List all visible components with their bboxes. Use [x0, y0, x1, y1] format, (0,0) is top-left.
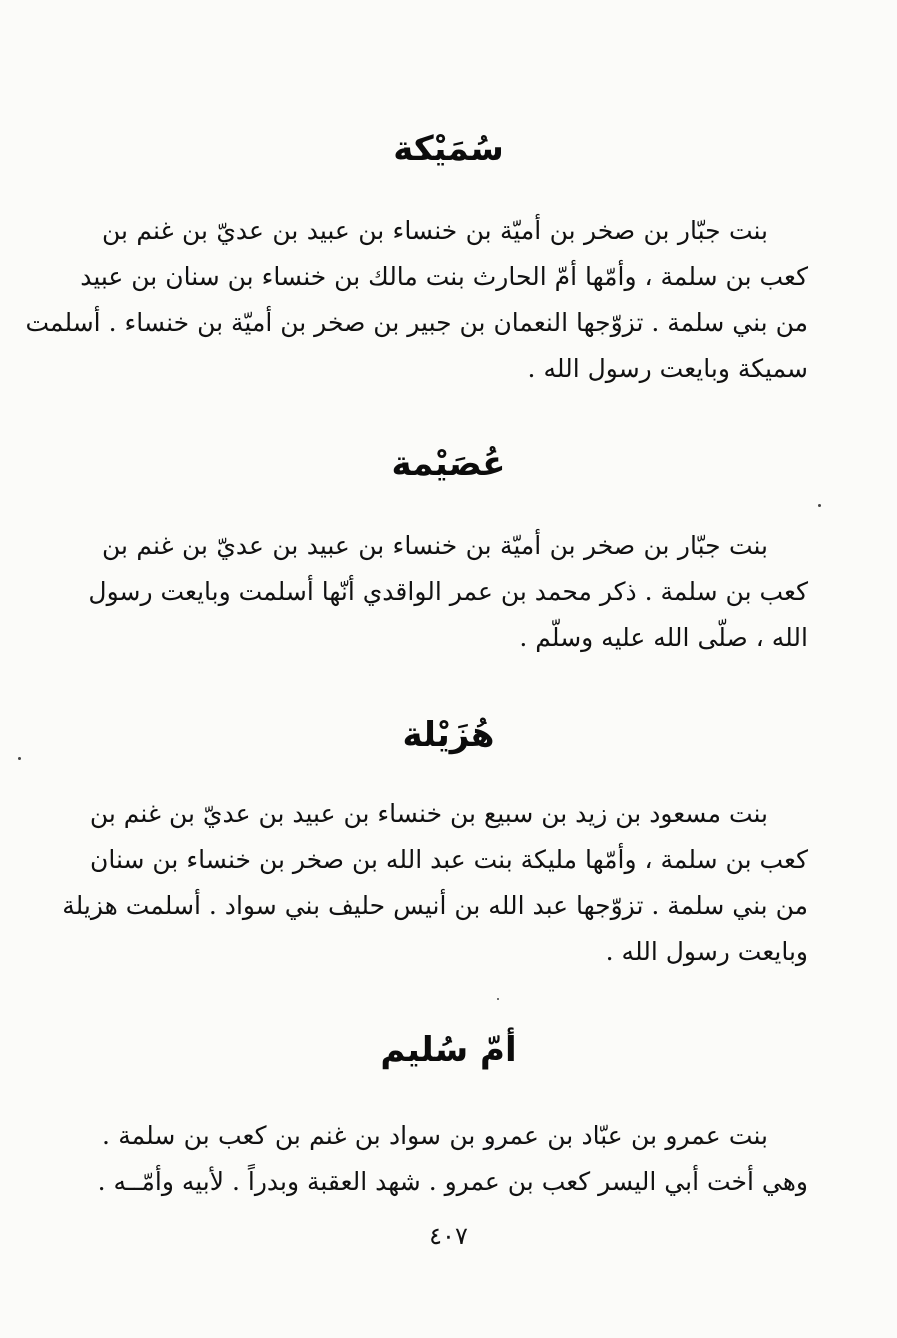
entry-paragraph-sumayka [25, 208, 808, 392]
paragraph-line: بنت جبّار بن صخر بن أميّة بن خنساء بن عبيد بن عديّ بن غنم بن [102, 531, 768, 560]
paragraph-line: من بني سلمة . تزوّجها النعمان بن جبير بن صخر بن أميّة بن خنساء . أسلمت [25, 308, 808, 337]
paragraph-line: من بني سلمة . تزوّجها عبد الله بن أنيس حليف بني سواد . أسلمت هزيلة [62, 891, 808, 920]
entry-heading-usayma: عُصَيْمة [391, 444, 506, 484]
scan-speck [497, 998, 499, 1000]
entry-paragraph-usayma [88, 523, 808, 661]
paragraph-line: سميكة وبايعت رسول الله . [527, 354, 808, 383]
entry-paragraph-umm-sulaym [97, 1113, 808, 1205]
entry-heading-umm-sulaym: أمّ سُليم [380, 1030, 517, 1070]
entry-heading-huzayla: هُزَيْلة [402, 715, 495, 755]
paragraph-line: كعب بن سلمة ، وأمّها مليكة بنت عبد الله بن صخر بن خنساء بن سنان [89, 845, 808, 874]
paragraph-line: بنت عمرو بن عبّاد بن عمرو بن سواد بن غنم بن كعب بن سلمة . [102, 1121, 768, 1150]
page-number: ٤٠٧ [429, 1222, 468, 1250]
scan-speck [818, 504, 821, 507]
paragraph-line: كعب بن سلمة . ذكر محمد بن عمر الواقدي أنّها أسلمت وبايعت رسول [88, 577, 808, 606]
paragraph-line: وهي أخت أبي اليسر كعب بن عمرو . شهد العقبة وبدراً . لأبيه وأمّــه . [97, 1167, 808, 1196]
paragraph-line: بنت مسعود بن زيد بن سبيع بن خنساء بن عبيد بن عديّ بن غنم بن [89, 799, 768, 828]
entry-paragraph-huzayla [62, 791, 808, 975]
paragraph-line: بنت جبّار بن صخر بن أميّة بن خنساء بن عبيد بن عديّ بن غنم بن [102, 216, 768, 245]
paragraph-line: الله ، صلّى الله عليه وسلّم . [519, 623, 808, 652]
entry-heading-sumayka: سُمَيْكة [393, 129, 504, 169]
scan-speck [18, 757, 21, 760]
paragraph-line: وبايعت رسول الله . [605, 937, 808, 966]
paragraph-line: كعب بن سلمة ، وأمّها أمّ الحارث بنت مالك بن خنساء بن سنان بن عبيد [80, 262, 808, 291]
